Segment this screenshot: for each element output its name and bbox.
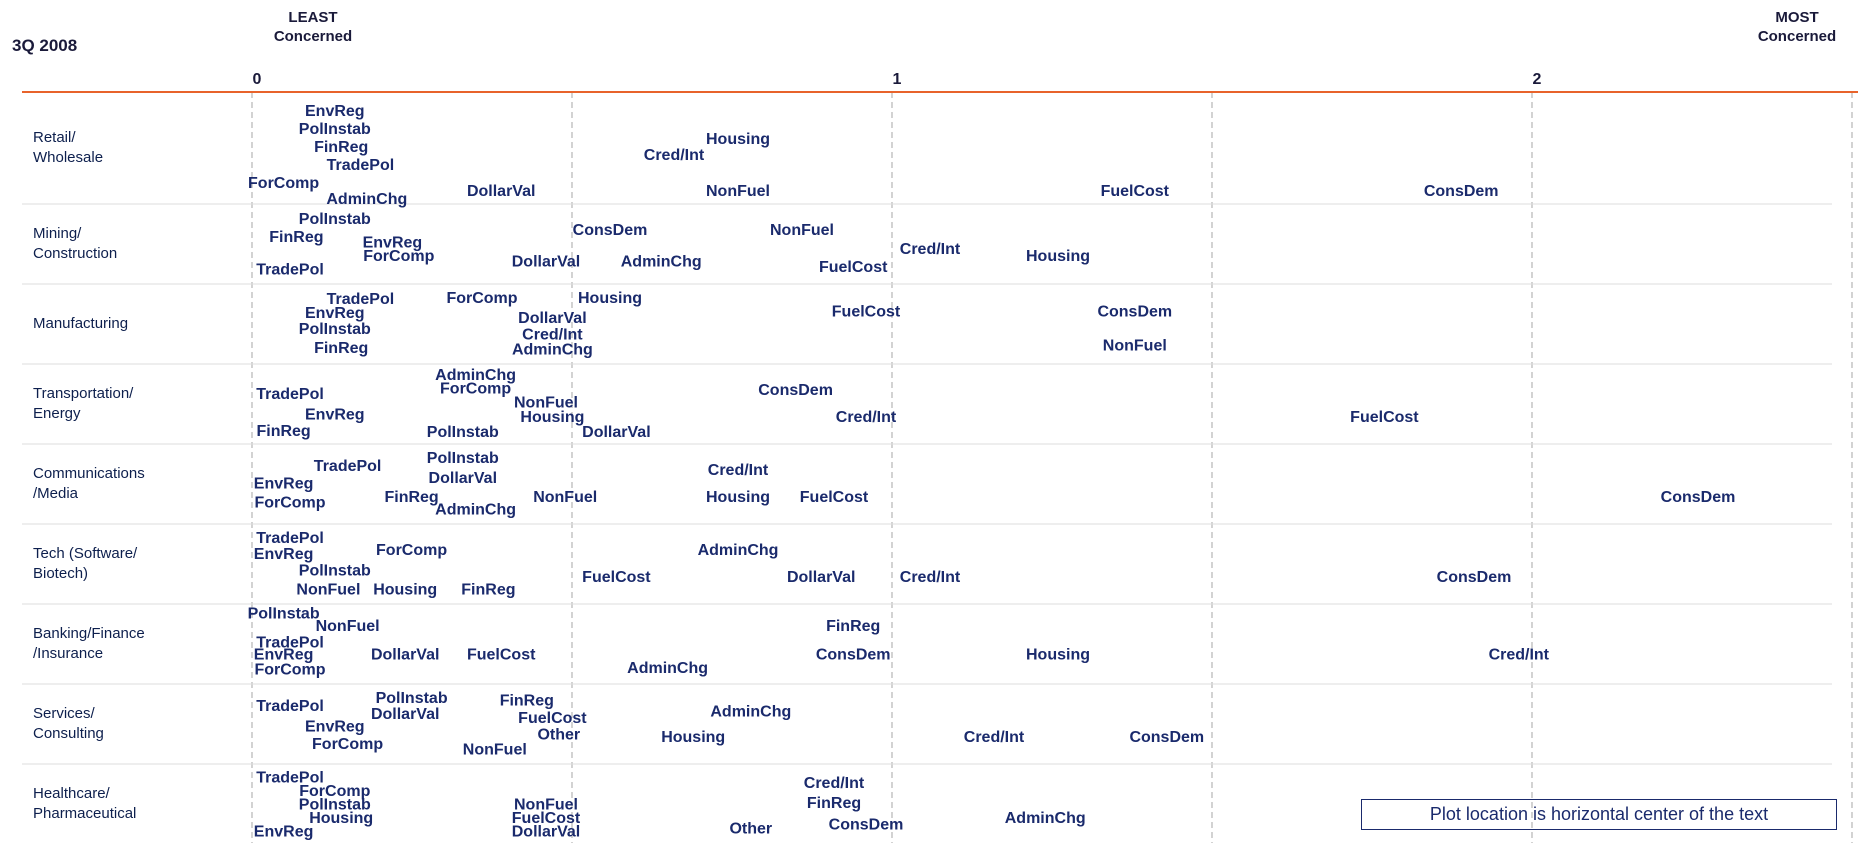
sector-name xyxy=(33,384,133,424)
concern-label: PolInstab xyxy=(375,689,448,707)
concern-label: ForComp xyxy=(248,175,320,192)
sector-name-line: Healthcare/ xyxy=(33,784,110,802)
concern-label: NonFuel xyxy=(296,581,361,599)
concern-label: NonFuel xyxy=(315,617,380,635)
concern-label: NonFuel xyxy=(514,394,578,412)
sector-name-line: Consulting xyxy=(33,725,104,742)
concern-label: AdminChg xyxy=(435,367,517,385)
concern-label: PolInstab xyxy=(298,211,371,229)
concern-label: FinReg xyxy=(499,692,554,710)
concern-label: FuelCost xyxy=(1100,183,1170,200)
concern-label: FuelCost xyxy=(582,569,651,587)
concern-label: FinReg xyxy=(256,422,311,440)
period-label: 3Q 2008 xyxy=(12,36,78,55)
concern-label: NonFuel xyxy=(1102,337,1167,355)
most-label-line-1: MOST xyxy=(1775,9,1819,26)
x-tick-label: 2 xyxy=(1532,71,1542,88)
concern-label: Cred/Int xyxy=(522,326,583,344)
concern-label: FuelCost xyxy=(831,303,901,321)
concern-label: Housing xyxy=(661,729,726,747)
concern-label: PolInstab xyxy=(298,321,371,339)
concern-label: ConsDem xyxy=(1097,303,1173,321)
concern-label: EnvReg xyxy=(305,406,365,424)
concern-label: FinReg xyxy=(461,581,516,599)
concern-label: PolInstab xyxy=(426,449,499,467)
concern-label: TradePol xyxy=(313,457,382,475)
sector-name xyxy=(33,224,117,264)
sector-name-line: /Insurance xyxy=(33,645,104,662)
concern-label: EnvReg xyxy=(253,475,314,493)
concern-label: TradePol xyxy=(326,157,395,174)
concern-label: DollarVal xyxy=(466,183,536,200)
concern-label: ConsDem xyxy=(1436,569,1512,587)
concern-label: DollarVal xyxy=(511,823,581,841)
concern-label: Cred/Int xyxy=(707,462,769,480)
concern-label: Housing xyxy=(309,809,374,827)
sector-name-line: Manufacturing xyxy=(33,315,129,332)
concern-label: Housing xyxy=(1026,247,1090,265)
plot-location-note: Plot location is horizontal center of the text xyxy=(1361,799,1837,830)
concern-label: ForComp xyxy=(254,661,326,679)
concern-label: DollarVal xyxy=(518,310,587,328)
sector-name-line: Wholesale xyxy=(33,149,104,166)
concern-label: Other xyxy=(729,820,773,838)
concern-label: ConsDem xyxy=(1129,729,1205,747)
concern-label: Housing xyxy=(706,489,770,507)
concern-label: Housing xyxy=(706,131,770,148)
concern-label: Cred/Int xyxy=(803,775,865,793)
x-tick-label: 0 xyxy=(252,71,262,88)
concern-label: ConsDem xyxy=(828,816,904,834)
concern-label: AdminChg xyxy=(326,191,408,208)
concern-label: NonFuel xyxy=(514,796,578,814)
concern-label: FuelCost xyxy=(799,489,869,507)
concern-label: Cred/Int xyxy=(835,409,897,427)
concern-label: TradePol xyxy=(256,261,324,279)
concern-label: FinReg xyxy=(384,489,439,507)
sector-name-line: Tech (Software/ xyxy=(33,545,138,562)
concern-label: DollarVal xyxy=(582,424,651,442)
concern-label: Cred/Int xyxy=(643,147,705,164)
sector-name xyxy=(33,624,145,664)
concern-label: DollarVal xyxy=(428,470,498,488)
concern-label: Cred/Int xyxy=(899,241,961,259)
concern-label: FinReg xyxy=(806,795,862,813)
concern-label: FuelCost xyxy=(1350,409,1419,427)
concern-label: EnvReg xyxy=(253,823,314,841)
concern-label: PolInstab xyxy=(247,605,320,623)
concern-label: AdminChg xyxy=(435,501,517,519)
concern-label: TradePol xyxy=(256,529,324,547)
sector-name-line: Banking/Finance xyxy=(33,625,145,642)
sector-name xyxy=(33,544,137,584)
concern-label: ConsDem xyxy=(1423,183,1499,200)
concern-label: NonFuel xyxy=(533,489,598,507)
sector-name xyxy=(33,464,145,504)
concern-label: NonFuel xyxy=(770,222,834,240)
concern-label: TradePol xyxy=(256,386,324,404)
sector-name-line: Energy xyxy=(33,405,81,422)
concern-label: ConsDem xyxy=(758,382,833,400)
concern-label: ConsDem xyxy=(572,222,648,240)
concern-label: Cred/Int xyxy=(963,729,1025,747)
concern-label: ForComp xyxy=(440,380,512,398)
concern-label: PolInstab xyxy=(298,121,371,138)
concern-label: NonFuel xyxy=(462,741,527,759)
concern-label: DollarVal xyxy=(370,706,440,724)
sector-name xyxy=(33,314,128,334)
concern-label: NonFuel xyxy=(706,183,770,200)
concern-label: ForComp xyxy=(446,289,518,307)
sector-name-line: Construction xyxy=(33,245,118,262)
concern-label: TradePol xyxy=(256,634,324,652)
sector-name-line: Transportation/ xyxy=(33,385,134,402)
concern-label: ForComp xyxy=(376,542,448,560)
concern-label: ConsDem xyxy=(815,646,891,664)
sector-name-line: /Media xyxy=(33,485,79,502)
concern-label: EnvReg xyxy=(305,718,365,736)
concern-label: ForComp xyxy=(254,494,326,512)
concern-label: ForComp xyxy=(312,736,384,754)
concern-label: Cred/Int xyxy=(1488,646,1550,664)
concern-label: Cred/Int xyxy=(899,569,961,587)
least-label-line-1: LEAST xyxy=(288,9,338,26)
concern-label: DollarVal xyxy=(511,253,581,271)
concern-label: FuelCost xyxy=(466,646,536,664)
sector-name-line: Pharmaceutical xyxy=(33,804,137,822)
concern-label: DollarVal xyxy=(786,569,856,587)
concern-label: FuelCost xyxy=(518,710,587,728)
concern-label: PolInstab xyxy=(426,424,499,442)
sector-name xyxy=(33,784,136,824)
concern-label: AdminChg xyxy=(710,703,792,721)
concern-label: FinReg xyxy=(826,617,881,635)
concern-label: Housing xyxy=(373,581,438,599)
concern-label: EnvReg xyxy=(253,646,314,664)
concern-label: TradePol xyxy=(256,769,324,787)
concern-label: EnvReg xyxy=(305,103,365,120)
concern-label: AdminChg xyxy=(1004,809,1086,827)
concern-label: AdminChg xyxy=(511,341,593,359)
concern-label: Housing xyxy=(520,409,585,427)
concern-label: ForComp xyxy=(363,247,435,265)
x-tick-label: 1 xyxy=(892,71,902,88)
sector-name-line: Biotech) xyxy=(33,565,89,582)
concern-label: FuelCost xyxy=(511,809,581,827)
concern-label: FinReg xyxy=(314,139,369,156)
concern-label: EnvReg xyxy=(305,304,365,322)
sector-name-line: Mining/ xyxy=(33,225,82,242)
sector-name-line: Retail/ xyxy=(33,129,76,146)
concern-label: AdminChg xyxy=(627,660,709,678)
concern-label: PolInstab xyxy=(298,796,371,814)
concern-label: TradePol xyxy=(326,291,395,309)
sector-name-line: Communications xyxy=(33,465,145,482)
concern-label: ForComp xyxy=(299,783,371,801)
concern-label: Housing xyxy=(1026,646,1090,664)
concern-label: FinReg xyxy=(314,340,369,358)
concern-label: AdminChg xyxy=(620,253,702,271)
concern-label: ConsDem xyxy=(1660,489,1736,507)
concern-label: FinReg xyxy=(269,228,324,246)
concern-label: Housing xyxy=(578,289,642,307)
sector-name-line: Services/ xyxy=(33,705,95,722)
concern-label: FuelCost xyxy=(818,258,888,276)
concern-label: DollarVal xyxy=(370,646,440,664)
concern-label: TradePol xyxy=(256,697,324,715)
concern-label: Other xyxy=(537,726,581,744)
least-label-line-2: Concerned xyxy=(273,28,353,45)
concern-label: EnvReg xyxy=(253,546,314,564)
sector-name xyxy=(33,128,103,168)
concern-label: EnvReg xyxy=(362,234,423,252)
concern-label: AdminChg xyxy=(697,542,779,560)
concern-label: PolInstab xyxy=(298,562,371,580)
most-label-line-2: Concerned xyxy=(1757,28,1837,45)
sector-name xyxy=(33,704,104,744)
